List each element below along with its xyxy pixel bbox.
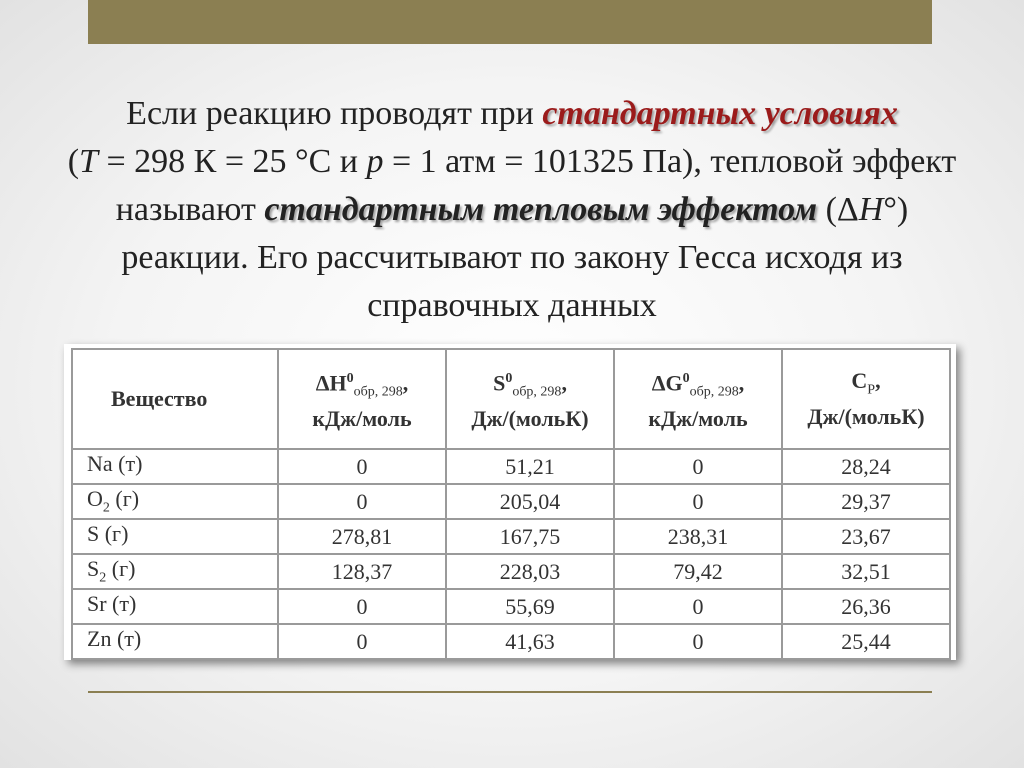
- text-segment: °) реакции. Его рассчитывают по закону Гесса исходя из справочных данных: [121, 191, 909, 324]
- thermo-data-table-image: [64, 344, 956, 660]
- header-heat-capacity: $C_P$, Дж/(мольК): [782, 349, 950, 449]
- table-row: [72, 554, 950, 589]
- cell-entropy: 228,03: [446, 554, 614, 589]
- cell-heat-capacity: 29,37: [782, 484, 950, 519]
- header-gibbs: $\Delta G^0_{обр, 298}$, кДж/моль: [614, 349, 782, 449]
- header-enthalpy: $\Delta H^0_{обр, 298}$, кДж/моль: [278, 349, 446, 449]
- cell-entropy: 205,04: [446, 484, 614, 519]
- highlight-standard-conditions: стандартных условиях: [542, 95, 898, 132]
- cell-substance: S (г): [72, 519, 278, 554]
- table-row: [72, 484, 950, 519]
- table-row: [72, 624, 950, 659]
- header-substance: Вещество: [72, 349, 278, 449]
- cell-substance: Na (т): [72, 449, 278, 484]
- cell-heat-capacity: 28,24: [782, 449, 950, 484]
- body-paragraph: [60, 90, 964, 330]
- cell-gibbs: 0: [614, 624, 782, 659]
- cell-enthalpy: 0: [278, 449, 446, 484]
- cell-heat-capacity: 23,67: [782, 519, 950, 554]
- text-segment: = 298 К = 25 °С и: [97, 143, 367, 180]
- symbol-temperature: T: [79, 143, 98, 180]
- cell-substance: $O_2$ (г): [72, 484, 278, 519]
- cell-heat-capacity: 26,36: [782, 589, 950, 624]
- table-header-row: [72, 349, 950, 449]
- cell-enthalpy: 0: [278, 589, 446, 624]
- cell-enthalpy: 0: [278, 484, 446, 519]
- cell-enthalpy: 0: [278, 624, 446, 659]
- text-segment: Если реакцию проводят при: [126, 95, 543, 132]
- text-segment: (: [67, 143, 80, 180]
- table-row: [72, 519, 950, 554]
- cell-entropy: 167,75: [446, 519, 614, 554]
- cell-gibbs: 0: [614, 449, 782, 484]
- thermo-data-table: [71, 348, 951, 660]
- bottom-accent-line: [88, 691, 932, 693]
- cell-gibbs: 238,31: [614, 519, 782, 554]
- cell-heat-capacity: 32,51: [782, 554, 950, 589]
- table-row: [72, 589, 950, 624]
- cell-entropy: 41,63: [446, 624, 614, 659]
- cell-enthalpy: 128,37: [278, 554, 446, 589]
- cell-substance: Zn (т): [72, 624, 278, 659]
- cell-heat-capacity: 25,44: [782, 624, 950, 659]
- cell-enthalpy: 278,81: [278, 519, 446, 554]
- cell-entropy: 55,69: [446, 589, 614, 624]
- cell-gibbs: 79,42: [614, 554, 782, 589]
- top-accent-bar: [88, 0, 932, 44]
- text-segment: (Δ: [817, 191, 859, 228]
- header-entropy: $S^0_{обр, 298}$, Дж/(мольК): [446, 349, 614, 449]
- symbol-enthalpy: H: [858, 191, 884, 228]
- table-row: [72, 449, 950, 484]
- cell-gibbs: 0: [614, 484, 782, 519]
- cell-substance: $S_2$ (г): [72, 554, 278, 589]
- cell-entropy: 51,21: [446, 449, 614, 484]
- cell-gibbs: 0: [614, 589, 782, 624]
- cell-substance: Sr (т): [72, 589, 278, 624]
- highlight-standard-heat-effect: стандартным тепловым эффектом: [264, 191, 818, 228]
- symbol-pressure: p: [366, 143, 384, 180]
- text-segment: = 1 атм = 101325 Па), тепловой эффект называют: [115, 143, 957, 228]
